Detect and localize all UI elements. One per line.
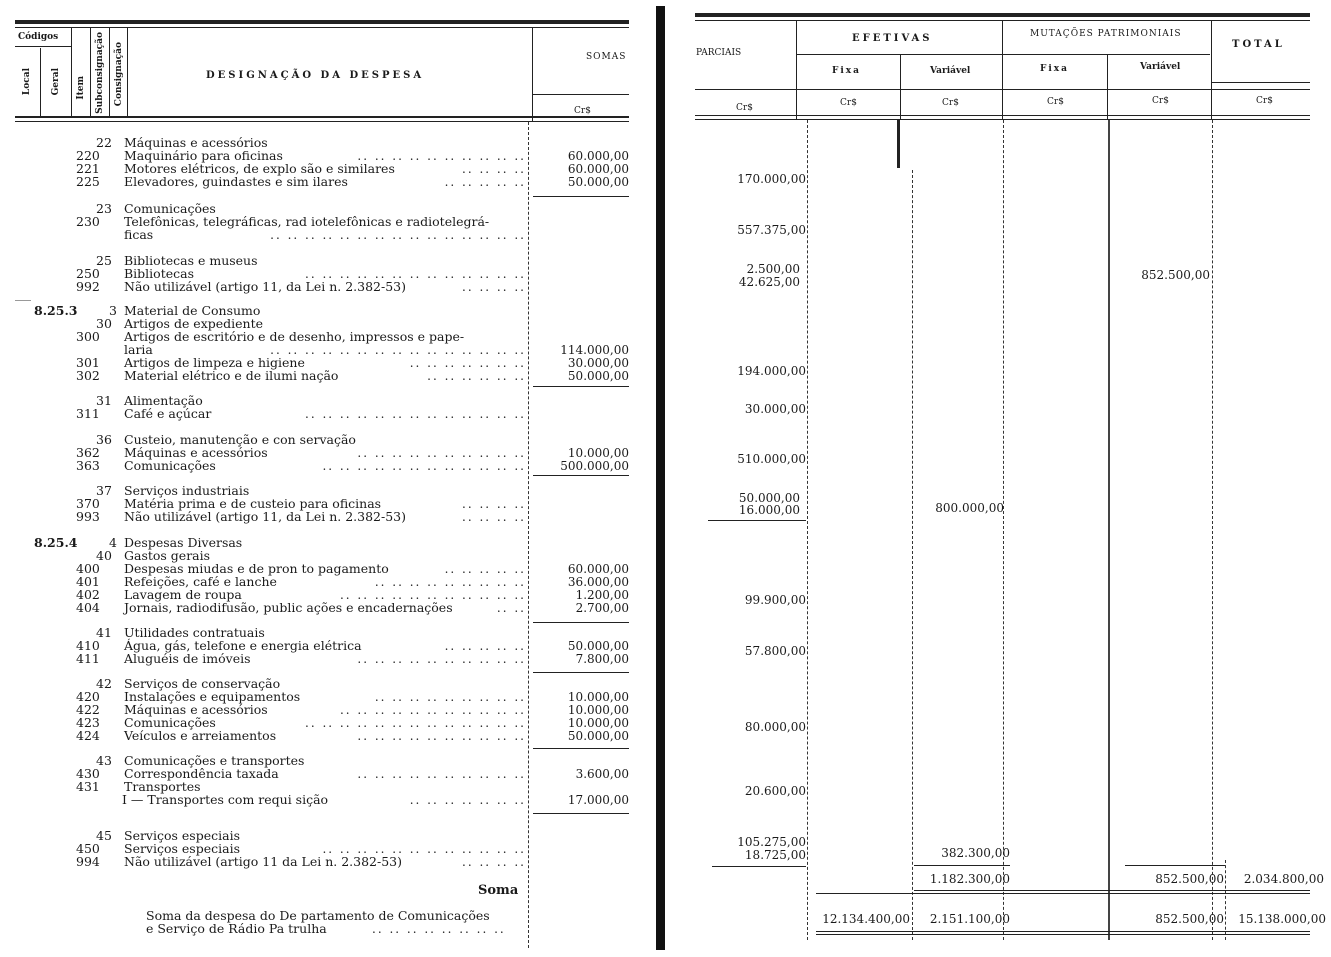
row-heading: Despesas Diversas xyxy=(124,535,243,550)
row-leader-dots: .. .. .. .. .. .. .. .. .. .. .. .. .. xyxy=(305,267,526,281)
parcial-value: 510.000,00 xyxy=(737,452,806,466)
row-heading: Serviços industriais xyxy=(124,483,250,498)
row-leader-dots: .. .. .. .. .. .. .. xyxy=(409,793,526,807)
row-description: Aluguéis de imóveis xyxy=(124,651,251,666)
header-divider xyxy=(900,55,901,119)
subconsignacao-label: Subconsignação xyxy=(95,32,105,114)
body-column-line xyxy=(1003,120,1004,940)
row-description: Jornais, radiodifusão, public ações e encadernações xyxy=(124,600,453,615)
row-description: Artigos de escritório e de desenho, impressos e pape- xyxy=(124,329,465,344)
row-item-code: 42 xyxy=(96,676,112,691)
row-item-code: 420 xyxy=(76,689,100,704)
row-amount: 7.800,00 xyxy=(575,652,629,666)
row-amount: 17.000,00 xyxy=(567,793,629,807)
crs-variavel: Cr$ xyxy=(942,98,959,108)
somas-header: SOMAS xyxy=(586,52,627,62)
parcial-value: 16.000,00 xyxy=(738,503,800,517)
row-leader-dots: .. .. .. .. .. .. .. .. .. .. xyxy=(357,729,526,743)
codigos-label: Códigos xyxy=(18,32,59,42)
row-item-code: 994 xyxy=(76,854,100,869)
efetivas-variavel-value: 382.300,00 xyxy=(941,846,1010,860)
subtotal-rule xyxy=(533,748,629,749)
row-item-code: 370 xyxy=(76,496,100,511)
row-description: Instalações e equipamentos xyxy=(124,689,301,704)
parcial-value: 20.600,00 xyxy=(744,784,806,798)
soma-rule xyxy=(914,890,1310,891)
final-rule xyxy=(816,931,1310,932)
row-amount: 30.000,00 xyxy=(567,356,629,370)
top-rule xyxy=(695,13,1310,17)
row-leader-dots: .. .. .. .. .. .. .. .. .. xyxy=(374,690,526,704)
parcial-value: 99.900,00 xyxy=(744,593,806,607)
row-amount: 10.000,00 xyxy=(567,690,629,704)
row-item-code: 402 xyxy=(76,587,100,602)
row-item-code: 362 xyxy=(76,445,100,460)
row-item-code: 410 xyxy=(76,638,100,653)
row-item-code: 36 xyxy=(96,432,112,447)
row-leader-dots: .. .. .. .. .. .. .. xyxy=(409,356,526,370)
row-leader-dots: .. .. .. .. .. xyxy=(444,175,526,189)
row-item-code: 31 xyxy=(96,393,112,408)
row-item-code: 300 xyxy=(76,329,100,344)
row-leader-dots: .. .. .. .. .. .. .. .. .. .. .. xyxy=(339,588,526,602)
row-description: Lavagem de roupa xyxy=(124,587,242,602)
row-amount: 2.700,00 xyxy=(575,601,629,615)
row-description: Comunicações xyxy=(124,715,216,730)
row-code: 8.25.4 xyxy=(34,535,78,550)
row-description: Maquinário para oficinas xyxy=(124,148,283,163)
parcial-value: 42.625,00 xyxy=(738,275,800,289)
row-item-code: 363 xyxy=(76,458,100,473)
row-heading: Material de Consumo xyxy=(124,303,261,318)
variavel-header: Variável xyxy=(930,66,971,76)
row-item-code: 43 xyxy=(96,753,112,768)
efetivas-variavel-value: 800.000,00 xyxy=(935,501,1004,515)
row-heading: Alimentação xyxy=(124,393,203,408)
row-description: Serviços especiais xyxy=(124,841,240,856)
row-item-code: 23 xyxy=(96,201,112,216)
crs-label: Cr$ xyxy=(574,106,591,116)
row-item-code: 404 xyxy=(76,600,100,615)
row-leader-dots: .. .. .. .. xyxy=(462,280,526,294)
row-item-code: 301 xyxy=(76,355,100,370)
subtotal-rule xyxy=(533,622,629,623)
parcial-value: 80.000,00 xyxy=(744,720,806,734)
row-leader-dots: .. .. .. .. .. .. .. .. .. xyxy=(374,575,526,589)
row-leader-dots: .. .. .. .. xyxy=(462,497,526,511)
soma-label: Soma xyxy=(478,883,519,898)
header-divider xyxy=(1107,55,1108,119)
local-label: Local xyxy=(22,68,32,96)
row-amount: 60.000,00 xyxy=(567,149,629,163)
group-rule xyxy=(796,54,1210,55)
row-item-code: 41 xyxy=(96,625,112,640)
row-description: Máquinas e acessórios xyxy=(124,702,268,717)
row-amount: 1.200,00 xyxy=(575,588,629,602)
parcial-value: 557.375,00 xyxy=(737,223,806,237)
row-amount: 36.000,00 xyxy=(567,575,629,589)
codigos-rule xyxy=(15,46,71,47)
row-heading: Artigos de expediente xyxy=(124,316,264,331)
subtotal-rule xyxy=(533,386,629,387)
row-amount: 500.000,00 xyxy=(560,459,629,473)
header-divider xyxy=(532,28,533,122)
row-amount: 60.000,00 xyxy=(567,562,629,576)
final-label-line2: e Serviço de Rádio Pa trulha xyxy=(146,921,327,936)
subtotal-rule xyxy=(533,813,629,814)
header-divider xyxy=(90,28,91,116)
row-leader-dots: .. .. .. .. xyxy=(462,510,526,524)
row-leader-dots: .. .. xyxy=(496,601,526,615)
row-description: Não utilizável (artigo 11, da Lei n. 2.382-53) xyxy=(124,279,406,294)
row-leader-dots: .. .. .. .. .. .. .. .. .. .. .. .. .. xyxy=(305,716,526,730)
total-rule xyxy=(1212,82,1310,83)
header-bottom-rule xyxy=(15,116,629,118)
row-item-code: 992 xyxy=(76,279,100,294)
row-leader-dots: .. .. .. .. .. .. .. .. .. .. .. xyxy=(339,703,526,717)
header-bottom-rule-thin xyxy=(15,121,629,122)
row-heading: Custeio, manutenção e con servação xyxy=(124,432,356,447)
row-item-code: 424 xyxy=(76,728,100,743)
row-description: Comunicações xyxy=(124,458,216,473)
row-heading: Serviços especiais xyxy=(124,828,240,843)
final-label-line1: Soma da despesa do De partamento de Comunicações xyxy=(146,908,490,923)
final-variavel-value: 2.151.100,00 xyxy=(929,912,1010,926)
body-column-line xyxy=(528,122,529,948)
top-rule xyxy=(15,20,629,24)
row-description: Correspondência taxada xyxy=(124,766,279,781)
row-description: Artigos de limpeza e higiene xyxy=(124,355,305,370)
final-mut-variavel-value: 852.500,00 xyxy=(1155,912,1224,926)
somas-rule xyxy=(533,94,629,95)
parciais-header: PARCIAIS xyxy=(696,48,742,58)
row-description: Refeições, café e lanche xyxy=(124,574,277,589)
row-item-code: 431 xyxy=(76,779,100,794)
thick-mark xyxy=(897,120,900,168)
final-total-value: 15.138.000,00 xyxy=(1238,912,1326,926)
efetivas-variavel-total: 1.182.300,00 xyxy=(929,872,1010,886)
mut-fixa-header: Fixa xyxy=(1040,64,1070,74)
header-divider xyxy=(40,48,41,116)
subtotal-rule xyxy=(533,672,629,673)
consignacao-label: Consignação xyxy=(114,42,124,107)
row-description: Água, gás, telefone e energia elétrica xyxy=(124,638,362,653)
row-description: ficas xyxy=(124,227,154,242)
designacao-header: DESIGNAÇÃO DA DESPESA xyxy=(206,70,425,81)
crs-mut-fixa: Cr$ xyxy=(1047,97,1064,107)
row-amount: 50.000,00 xyxy=(567,369,629,383)
row-item-code: 45 xyxy=(96,828,112,843)
row-item-code: 230 xyxy=(76,214,100,229)
row-amount: 50.000,00 xyxy=(567,729,629,743)
body-column-line xyxy=(807,120,808,940)
parcial-value: 105.275,00 xyxy=(737,835,806,849)
row-leader-dots: .. .. .. .. .. .. .. .. .. .. .. .. .. .. .. xyxy=(270,343,526,357)
row-item-code: 250 xyxy=(76,266,100,281)
row-heading: Bibliotecas e museus xyxy=(124,253,258,268)
total-header: TOTAL xyxy=(1232,39,1285,50)
mutacoes-variavel-value: 852.500,00 xyxy=(1141,268,1210,282)
body-column-line xyxy=(912,170,913,940)
row-description: Café e açúcar xyxy=(124,406,212,421)
parcial-value: 30.000,00 xyxy=(744,402,806,416)
row-description: Despesas miudas e de pron to pagamento xyxy=(124,561,389,576)
parciais-rule xyxy=(708,520,806,521)
row-description: Veículos e arreiamentos xyxy=(124,728,277,743)
section-tick xyxy=(15,300,31,301)
row-item-code: 400 xyxy=(76,561,100,576)
item-label: Item xyxy=(76,76,86,100)
soma-rule xyxy=(816,893,1310,894)
row-leader-dots: .. .. .. .. xyxy=(462,855,526,869)
row-item-code: 411 xyxy=(76,651,100,666)
row-heading: Máquinas e acessórios xyxy=(124,135,268,150)
row-heading: Comunicações e transportes xyxy=(124,753,305,768)
header-divider xyxy=(127,28,128,116)
header-divider xyxy=(796,21,797,119)
row-amount: 60.000,00 xyxy=(567,162,629,176)
row-description: Matéria prima e de custeio para oficinas xyxy=(124,496,382,511)
body-column-line xyxy=(1108,120,1110,940)
crs-parciais: Cr$ xyxy=(736,103,753,113)
row-description: I — Transportes com requi sição xyxy=(122,792,329,807)
final-dots: .. .. .. .. .. .. .. .. xyxy=(372,922,506,936)
total-soma-value: 2.034.800,00 xyxy=(1243,872,1324,886)
parcial-value: 194.000,00 xyxy=(737,364,806,378)
row-leader-dots: .. .. .. .. .. .. .. .. .. .. xyxy=(357,767,526,781)
header-divider xyxy=(1211,21,1212,119)
header-divider xyxy=(109,28,110,116)
row-leader-dots: .. .. .. .. .. .. .. .. .. .. xyxy=(357,446,526,460)
geral-label: Geral xyxy=(51,68,61,96)
row-leader-dots: .. .. .. .. .. .. .. .. .. .. .. .. xyxy=(322,459,526,473)
row-description: Máquinas e acessórios xyxy=(124,445,268,460)
parcial-value: 18.725,00 xyxy=(744,848,806,862)
header-divider xyxy=(71,28,72,116)
row-leader-dots: .. .. .. .. .. .. .. .. .. .. xyxy=(357,149,526,163)
soma-rule xyxy=(914,865,1010,866)
row-heading: Utilidades contratuais xyxy=(124,625,265,640)
row-description: Telefônicas, telegráficas, rad iotelefônicas e radiotelegrá- xyxy=(124,214,490,229)
crs-mut-variavel: Cr$ xyxy=(1152,96,1169,106)
row-item-code: 311 xyxy=(76,406,100,421)
body-column-line xyxy=(1212,120,1213,940)
mut-variavel-header: Variável xyxy=(1140,62,1181,72)
row-description: laria xyxy=(124,342,153,357)
row-description: Motores elétricos, de explo são e similares xyxy=(124,161,395,176)
subtotal-rule xyxy=(533,475,629,476)
row-leader-dots: .. .. .. .. xyxy=(462,162,526,176)
row-description: Não utilizável (artigo 11, da Lei n. 2.382-53) xyxy=(124,509,406,524)
row-amount: 10.000,00 xyxy=(567,703,629,717)
row-item-code: 225 xyxy=(76,174,100,189)
row-leader-dots: .. .. .. .. .. .. .. .. .. .. .. .. .. xyxy=(305,407,526,421)
efetivas-header: EFETIVAS xyxy=(852,33,933,44)
mutacoes-variavel-total: 852.500,00 xyxy=(1155,872,1224,886)
row-item-code: 401 xyxy=(76,574,100,589)
row-item-code: 37 xyxy=(96,483,112,498)
row-item-code: 30 xyxy=(96,316,112,331)
row-item-code: 22 xyxy=(96,135,112,150)
header-divider xyxy=(1002,21,1003,119)
row-leader-dots: .. .. .. .. .. xyxy=(444,639,526,653)
crs-total: Cr$ xyxy=(1256,96,1273,106)
final-rule xyxy=(816,934,1310,935)
row-amount: 3.600,00 xyxy=(575,767,629,781)
row-description: Material elétrico e de ilumi nação xyxy=(124,368,339,383)
row-item-code: 4 xyxy=(109,535,117,550)
subtotal-rule xyxy=(533,196,629,197)
row-amount: 10.000,00 xyxy=(567,446,629,460)
row-amount: 50.000,00 xyxy=(567,639,629,653)
row-leader-dots: .. .. .. .. .. .. xyxy=(427,369,526,383)
row-description: Não utilizável (artigo 11 da Lei n. 2.382-53) xyxy=(124,854,403,869)
soma-rule xyxy=(1125,865,1225,866)
row-description: Transportes xyxy=(124,779,201,794)
row-leader-dots: .. .. .. .. .. .. .. .. .. .. .. .. .. .. .. xyxy=(270,228,526,242)
row-leader-dots: .. .. .. .. .. xyxy=(444,562,526,576)
final-fixa-value: 12.134.400,00 xyxy=(822,912,910,926)
top-rule-thin xyxy=(15,27,629,28)
parcial-value: 50.000,00 xyxy=(738,491,800,505)
parcial-value: 2.500,00 xyxy=(746,262,800,276)
row-item-code: 422 xyxy=(76,702,100,717)
row-description: Elevadores, guindastes e sim ilares xyxy=(124,174,348,189)
row-item-code: 221 xyxy=(76,161,100,176)
row-item-code: 423 xyxy=(76,715,100,730)
mutacoes-header: MUTAÇÕES PATRIMONIAIS xyxy=(1030,29,1182,39)
body-column-line xyxy=(1225,860,1226,940)
parcial-value: 57.800,00 xyxy=(744,644,806,658)
row-description: Bibliotecas xyxy=(124,266,194,281)
row-leader-dots: .. .. .. .. .. .. .. .. .. .. xyxy=(357,652,526,666)
parciais-rule xyxy=(712,866,806,867)
row-amount: 114.000,00 xyxy=(560,343,629,357)
crs-fixa: Cr$ xyxy=(840,98,857,108)
row-item-code: 302 xyxy=(76,368,100,383)
row-amount: 10.000,00 xyxy=(567,716,629,730)
row-amount: 50.000,00 xyxy=(567,175,629,189)
row-item-code: 430 xyxy=(76,766,100,781)
row-heading: Comunicações xyxy=(124,201,216,216)
row-heading: Gastos gerais xyxy=(124,548,211,563)
row-code: 8.25.3 xyxy=(34,303,78,318)
row-leader-dots: .. .. .. .. .. .. .. .. .. .. .. .. xyxy=(322,842,526,856)
row-item-code: 220 xyxy=(76,148,100,163)
row-heading: Serviços de conservação xyxy=(124,676,281,691)
row-item-code: 25 xyxy=(96,253,112,268)
row-item-code: 993 xyxy=(76,509,100,524)
row-item-code: 450 xyxy=(76,841,100,856)
fixa-header: Fixa xyxy=(832,66,862,76)
row-item-code: 40 xyxy=(96,548,112,563)
row-item-code: 3 xyxy=(109,303,117,318)
parcial-value: 170.000,00 xyxy=(737,172,806,186)
page-gutter xyxy=(656,6,665,950)
